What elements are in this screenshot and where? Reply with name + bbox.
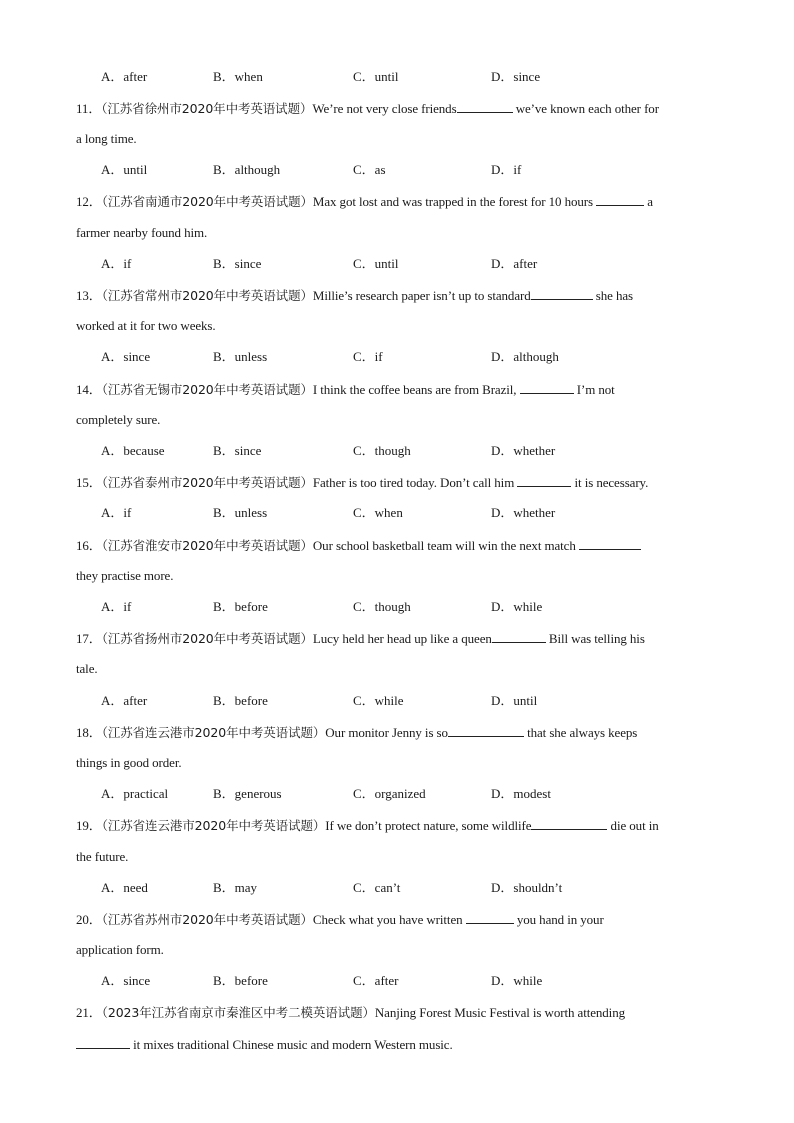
- option-c: C．after: [353, 973, 399, 988]
- stem-text: die out in: [607, 818, 659, 833]
- question-number: 17．: [76, 631, 102, 646]
- option-d: D．since: [491, 69, 541, 84]
- stem-text: Lucy held her head up like a queen: [312, 631, 492, 646]
- option-d: D．shouldn’t: [491, 880, 563, 895]
- option-c: C．as: [353, 162, 386, 177]
- option-a: A．since: [101, 349, 151, 364]
- option-a: A．practical: [101, 786, 169, 801]
- stem-text: I think the coffee beans are from Brazil,: [312, 382, 520, 397]
- option-a: A．if: [101, 599, 132, 614]
- option-a: A．if: [101, 505, 132, 520]
- stem-text: you hand in your: [513, 912, 604, 927]
- question-source: （江苏省南通市2020年中考英语试题）: [101, 194, 313, 209]
- question-stem: [76, 474, 726, 491]
- option-b: B．when: [213, 69, 263, 84]
- stem-text: Max got lost and was trapped in the forest for 10 hours: [312, 194, 597, 209]
- option-c: C．though: [353, 599, 411, 614]
- stem-continuation: things in good order.: [76, 755, 182, 770]
- question-stem: [76, 1005, 726, 1021]
- stem-continuation: the future.: [76, 849, 129, 864]
- question-number: 13．: [76, 288, 102, 303]
- question-stem: [76, 911, 726, 928]
- option-a: A．since: [101, 973, 151, 988]
- stem-text: it is necessary.: [571, 475, 649, 490]
- stem-text: We’re not very close friends: [312, 101, 457, 116]
- option-d: D．modest: [491, 786, 551, 801]
- answer-blank: [579, 537, 641, 550]
- answer-blank: [520, 381, 574, 394]
- option-c: C．if: [353, 349, 383, 364]
- option-a: A．after: [101, 693, 148, 708]
- question-stem: [76, 817, 726, 834]
- option-d: D．whether: [491, 505, 556, 520]
- question-stem: [76, 630, 726, 647]
- option-a: A．need: [101, 880, 148, 895]
- option-a: A．after: [101, 69, 148, 84]
- question-number: 21．: [76, 1005, 102, 1020]
- option-a: A．because: [101, 443, 165, 458]
- answer-blank: [448, 724, 524, 737]
- option-c: C．while: [353, 693, 404, 708]
- stem-text: Our monitor Jenny is so: [325, 725, 448, 740]
- option-b: B．since: [213, 256, 262, 271]
- answer-blank: [596, 193, 644, 206]
- question-source: （江苏省徐州市2020年中考英语试题）: [101, 101, 313, 116]
- answer-blank: [457, 100, 513, 113]
- stem-continuation: worked at it for two weeks.: [76, 318, 216, 333]
- stem-text: it mixes traditional Chinese music and modern Western music.: [130, 1037, 453, 1052]
- stem-text: a: [644, 194, 653, 209]
- answer-blank: [531, 287, 593, 300]
- question-source: （江苏省无锡市2020年中考英语试题）: [101, 382, 313, 397]
- option-b: B．may: [213, 880, 258, 895]
- option-d: D．if: [491, 162, 522, 177]
- question-number: 16．: [76, 538, 102, 553]
- stem-continuation: completely sure.: [76, 412, 161, 427]
- option-d: D．whether: [491, 443, 556, 458]
- option-d: D．after: [491, 256, 538, 271]
- option-c: C．until: [353, 69, 399, 84]
- option-b: B．before: [213, 973, 268, 988]
- question-number: 15．: [76, 475, 102, 490]
- answer-blank: [531, 817, 607, 830]
- option-c: C．when: [353, 505, 403, 520]
- question-stem: [76, 193, 726, 210]
- stem-text: If we don’t protect nature, some wildlife: [325, 818, 532, 833]
- stem-text: Father is too tired today. Don’t call him: [312, 475, 518, 490]
- question-stem: [76, 381, 726, 398]
- option-c: C．organized: [353, 786, 426, 801]
- question-number: 18．: [76, 725, 102, 740]
- option-d: D．until: [491, 693, 538, 708]
- stem-text: that she always keeps: [523, 725, 638, 740]
- question-number: 19．: [76, 818, 102, 833]
- option-a: A．if: [101, 256, 132, 271]
- question-source: （江苏省扬州市2020年中考英语试题）: [101, 631, 313, 646]
- stem-continuation: a long time.: [76, 131, 137, 146]
- option-c: C．can’t: [353, 880, 401, 895]
- option-b: B．unless: [213, 505, 268, 520]
- option-d: D．while: [491, 973, 543, 988]
- stem-continuation: [76, 1036, 726, 1053]
- answer-blank: [466, 911, 514, 924]
- stem-continuation: tale.: [76, 661, 98, 676]
- question-stem: [76, 100, 726, 117]
- stem-text: Our school basketball team will win the next match: [312, 538, 579, 553]
- option-b: B．although: [213, 162, 281, 177]
- stem-continuation: application form.: [76, 942, 164, 957]
- question-stem: [76, 537, 726, 554]
- stem-text: Bill was telling his: [545, 631, 645, 646]
- stem-text: I’m not: [573, 382, 615, 397]
- stem-text: we’ve known each other for: [512, 101, 659, 116]
- question-number: 11．: [76, 101, 102, 116]
- question-source: （江苏省泰州市2020年中考英语试题）: [101, 475, 313, 490]
- stem-text: Millie’s research paper isn’t up to standard: [312, 288, 531, 303]
- answer-blank: [492, 630, 546, 643]
- answer-blank: [76, 1036, 130, 1049]
- stem-continuation: they practise more.: [76, 568, 174, 583]
- option-a: A．until: [101, 162, 148, 177]
- question-source: （2023年江苏省南京市秦淮区中考二模英语试题）: [101, 1005, 375, 1020]
- question-source: （江苏省常州市2020年中考英语试题）: [101, 288, 313, 303]
- option-b: B．since: [213, 443, 262, 458]
- option-d: D．while: [491, 599, 543, 614]
- question-number: 14．: [76, 382, 102, 397]
- question-number: 20．: [76, 912, 102, 927]
- stem-text: Check what you have written: [312, 912, 466, 927]
- question-source: （江苏省苏州市2020年中考英语试题）: [101, 912, 313, 927]
- option-b: B．unless: [213, 349, 268, 364]
- question-source: （江苏省淮安市2020年中考英语试题）: [101, 538, 313, 553]
- option-c: C．until: [353, 256, 399, 271]
- option-c: C．though: [353, 443, 411, 458]
- option-d: D．although: [491, 349, 559, 364]
- option-b: B．generous: [213, 786, 282, 801]
- option-b: B．before: [213, 599, 268, 614]
- question-source: （江苏省连云港市2020年中考英语试题）: [101, 725, 326, 740]
- question-source: （江苏省连云港市2020年中考英语试题）: [101, 818, 326, 833]
- answer-blank: [517, 474, 571, 487]
- stem-text: Nanjing Forest Music Festival is worth attending: [374, 1005, 625, 1020]
- stem-text: she has: [592, 288, 633, 303]
- question-number: 12．: [76, 194, 102, 209]
- stem-continuation: farmer nearby found him.: [76, 225, 208, 240]
- question-stem: [76, 287, 726, 304]
- option-b: B．before: [213, 693, 268, 708]
- question-stem: [76, 724, 726, 741]
